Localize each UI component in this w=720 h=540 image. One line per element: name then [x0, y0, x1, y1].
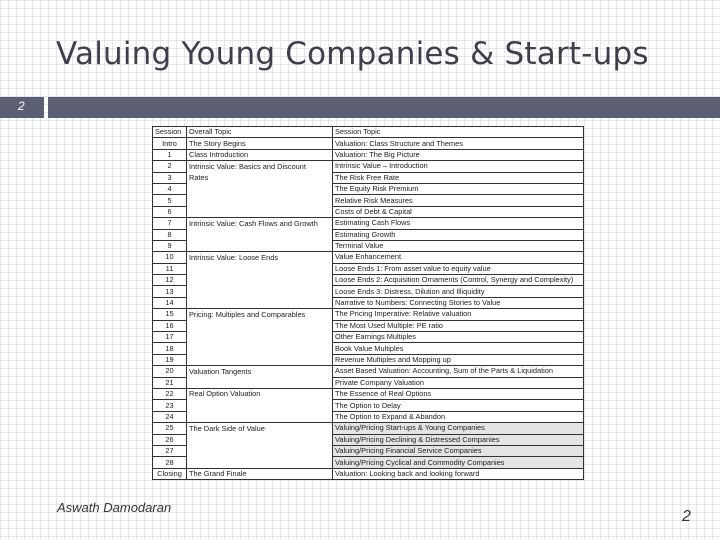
session-cell: 24 [153, 411, 187, 422]
session-topic-cell: Book Value Multiples [333, 343, 584, 354]
session-topic-cell: Loose Ends 2: Acquisition Ornaments (Control, Synergy and Complexity) [333, 275, 584, 286]
session-topic-cell: The Essence of Real Options [333, 388, 584, 399]
table-row [153, 457, 584, 468]
table-row [153, 309, 584, 320]
session-cell: 5 [153, 195, 187, 206]
overall-topic-cell: The Grand Finale [187, 468, 333, 479]
table-row [153, 172, 584, 183]
session-topic-cell: Valuing/Pricing Cyclical and Commodity Companies [333, 457, 584, 468]
session-cell: 8 [153, 229, 187, 240]
session-cell: 20 [153, 366, 187, 377]
table-row [153, 400, 584, 411]
session-topic-cell: Relative Risk Measures [333, 195, 584, 206]
session-cell: 10 [153, 252, 187, 263]
overall-topic-cell [187, 377, 333, 388]
session-topic-cell: Valuation: The Big Picture [333, 149, 584, 160]
session-topic-cell: Revenue Multiples and Mopping up [333, 354, 584, 365]
session-topic-cell: The Option to Expand & Abandon [333, 411, 584, 422]
table-row [153, 332, 584, 343]
session-cell: 18 [153, 343, 187, 354]
table-row [153, 366, 584, 377]
session-cell: 22 [153, 388, 187, 399]
session-schedule-table [152, 126, 583, 480]
table-row [153, 252, 584, 263]
session-topic-cell: Estimating Growth [333, 229, 584, 240]
session-topic-cell: Valuation: Class Structure and Themes [333, 138, 584, 149]
session-topic-cell: Other Earnings Multiples [333, 332, 584, 343]
session-topic-cell: Valuing/Pricing Financial Service Companies [333, 445, 584, 456]
session-topic-cell: The Most Used Multiple: PE ratio [333, 320, 584, 331]
table-row [153, 411, 584, 422]
table-row [153, 445, 584, 456]
overall-topic-cell: Rates [187, 172, 333, 183]
session-cell: 4 [153, 183, 187, 194]
session-cell: 26 [153, 434, 187, 445]
overall-topic-cell: The Dark Side of Value [187, 423, 333, 434]
session-topic-cell: The Risk Free Rate [333, 172, 584, 183]
overall-topic-cell [187, 354, 333, 365]
session-cell: 14 [153, 297, 187, 308]
header-overall-topic: Overall Topic [187, 127, 333, 138]
title-divider-band [48, 97, 720, 118]
overall-topic-cell [187, 183, 333, 194]
session-topic-cell: Valuing/Pricing Declining & Distressed Companies [333, 434, 584, 445]
overall-topic-cell [187, 206, 333, 217]
session-topic-cell: Private Company Valuation [333, 377, 584, 388]
session-cell: 13 [153, 286, 187, 297]
table-row [153, 183, 584, 194]
overall-topic-cell: Intrinsic Value: Cash Flows and Growth [187, 218, 333, 229]
author-name: Aswath Damodaran [57, 500, 172, 515]
table-header-row [153, 127, 584, 138]
session-topic-cell: Asset Based Valuation: Accounting, Sum of the Parts & Liquidation [333, 366, 584, 377]
overall-topic-cell [187, 457, 333, 468]
session-cell: 2 [153, 161, 187, 172]
overall-topic-cell: Real Option Valuation [187, 388, 333, 399]
overall-topic-cell [187, 434, 333, 445]
slide-title: Valuing Young Companies & Start-ups [56, 36, 649, 72]
session-topic-cell: Intrinsic Value – Introduction [333, 161, 584, 172]
overall-topic-cell [187, 286, 333, 297]
session-topic-cell: Costs of Debt & Capital [333, 206, 584, 217]
table-row [153, 240, 584, 251]
overall-topic-cell [187, 229, 333, 240]
table-row [153, 149, 584, 160]
session-cell: 7 [153, 218, 187, 229]
header-session-topic: Session Topic [333, 127, 584, 138]
overall-topic-cell: The Story Begins [187, 138, 333, 149]
session-topic-cell: Loose Ends 3: Distress, Dilution and Illiquidity [333, 286, 584, 297]
session-topic-cell: The Equity Risk Premium [333, 183, 584, 194]
session-topic-cell: The Option to Delay [333, 400, 584, 411]
session-cell: 25 [153, 423, 187, 434]
table-row [153, 229, 584, 240]
session-cell: Closing [153, 468, 187, 479]
session-topic-cell: Narrative to Numbers: Connecting Stories to Value [333, 297, 584, 308]
overall-topic-cell [187, 445, 333, 456]
table-row [153, 434, 584, 445]
table-row [153, 354, 584, 365]
overall-topic-cell: Valuation Tangents [187, 366, 333, 377]
table-row [153, 161, 584, 172]
session-topic-cell: Valuing/Pricing Start-ups & Young Companies [333, 423, 584, 434]
overall-topic-cell: Class Introduction [187, 149, 333, 160]
overall-topic-cell [187, 400, 333, 411]
session-cell: Intro [153, 138, 187, 149]
table-row [153, 297, 584, 308]
table-row [153, 320, 584, 331]
table-row [153, 206, 584, 217]
overall-topic-cell [187, 275, 333, 286]
table-row [153, 286, 584, 297]
session-cell: 27 [153, 445, 187, 456]
overall-topic-cell [187, 320, 333, 331]
table-row [153, 343, 584, 354]
table-row [153, 138, 584, 149]
overall-topic-cell [187, 195, 333, 206]
table-row [153, 388, 584, 399]
session-cell: 17 [153, 332, 187, 343]
session-topic-cell: Terminal Value [333, 240, 584, 251]
session-cell: 21 [153, 377, 187, 388]
session-cell: 6 [153, 206, 187, 217]
session-topic-cell: Valuation: Looking back and looking forward [333, 468, 584, 479]
table-row [153, 377, 584, 388]
header-session: Session [153, 127, 187, 138]
table-row [153, 218, 584, 229]
overall-topic-cell [187, 343, 333, 354]
table-row [153, 468, 584, 479]
session-cell: 23 [153, 400, 187, 411]
overall-topic-cell: Intrinsic Value: Basics and Discount [187, 161, 333, 172]
table-row [153, 195, 584, 206]
session-topic-cell: Estimating Cash Flows [333, 218, 584, 229]
overall-topic-cell [187, 240, 333, 251]
session-cell: 12 [153, 275, 187, 286]
session-cell: 16 [153, 320, 187, 331]
session-topic-cell: Value Enhancement [333, 252, 584, 263]
session-cell: 15 [153, 309, 187, 320]
overall-topic-cell: Pricing: Multiples and Comparables [187, 309, 333, 320]
session-cell: 3 [153, 172, 187, 183]
table-row [153, 423, 584, 434]
session-cell: 19 [153, 354, 187, 365]
overall-topic-cell [187, 411, 333, 422]
overall-topic-cell: Intrinsic Value: Loose Ends [187, 252, 333, 263]
session-cell: 11 [153, 263, 187, 274]
session-cell: 9 [153, 240, 187, 251]
slide-number-top: 2 [18, 99, 25, 113]
overall-topic-cell [187, 263, 333, 274]
session-cell: 28 [153, 457, 187, 468]
session-cell: 1 [153, 149, 187, 160]
page-number: 2 [682, 508, 691, 525]
overall-topic-cell [187, 297, 333, 308]
session-topic-cell: Loose Ends 1: From asset value to equity value [333, 263, 584, 274]
table-row [153, 275, 584, 286]
session-topic-cell: The Pricing Imperative: Relative valuation [333, 309, 584, 320]
table-row [153, 263, 584, 274]
overall-topic-cell [187, 332, 333, 343]
